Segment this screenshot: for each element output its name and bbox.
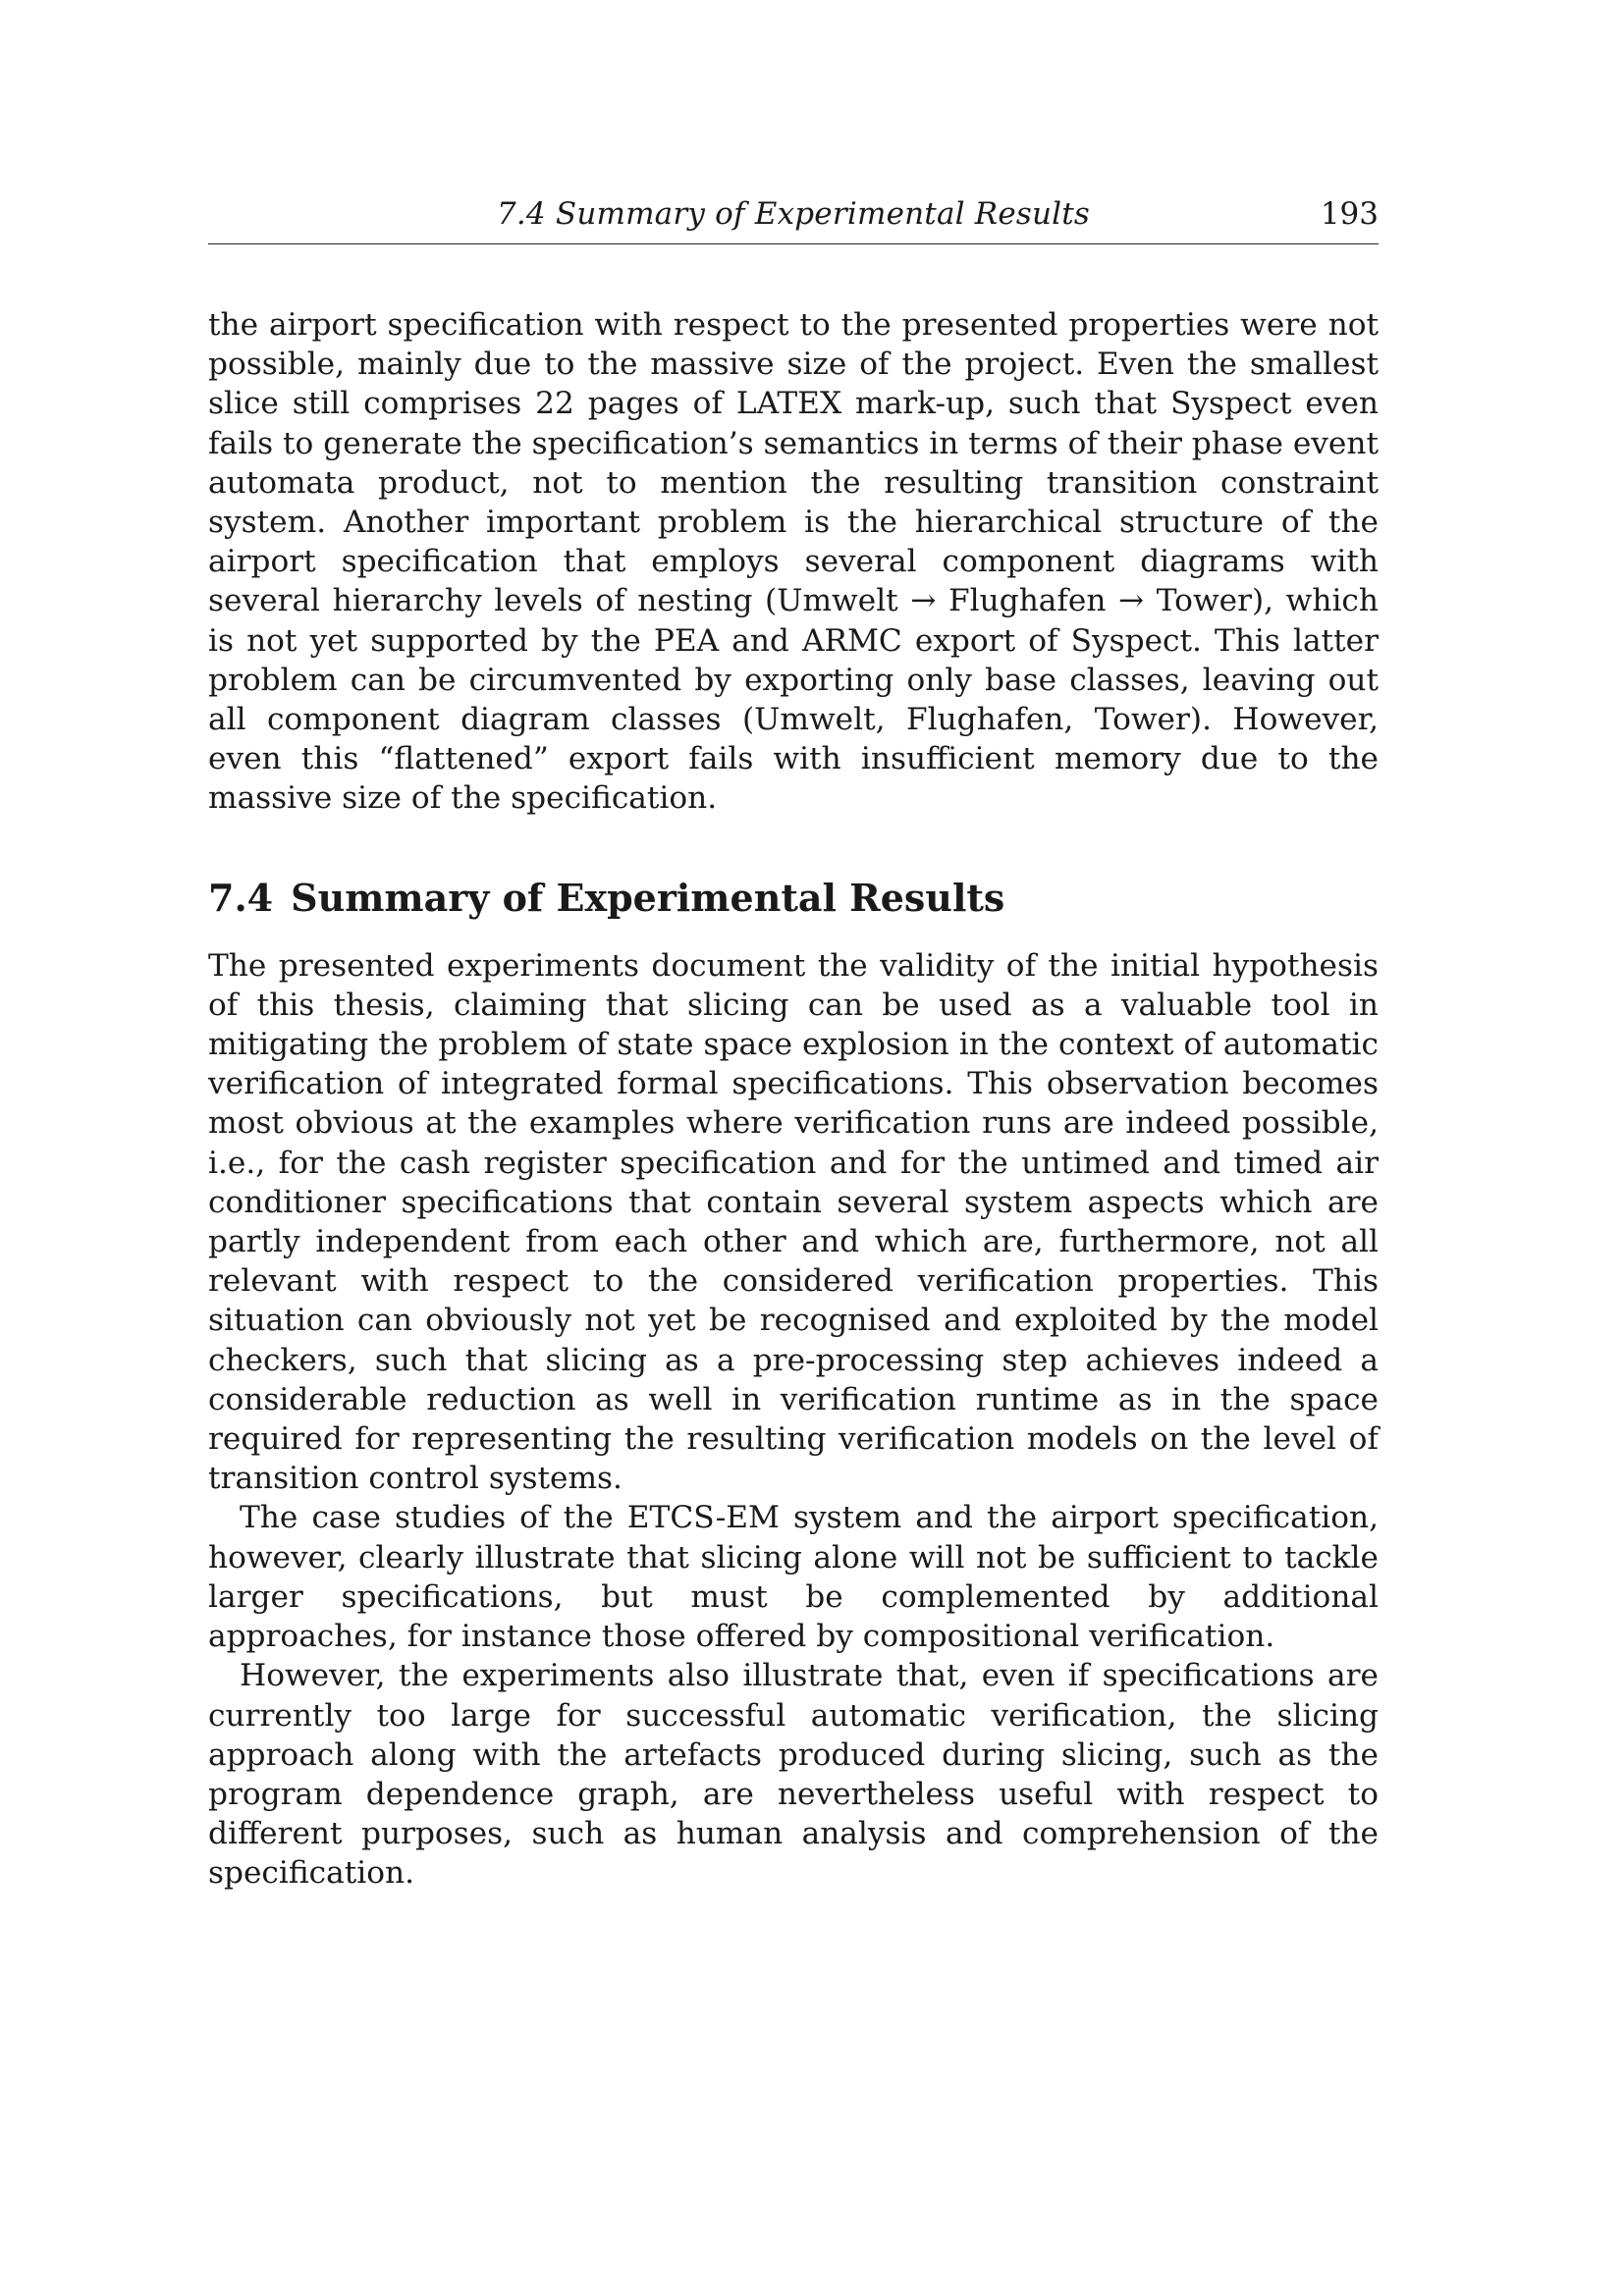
section-title: Summary of Experimental Results	[291, 875, 1005, 920]
paragraph: However, the experiments also illustrate that, even if specifications are currently too large for successful automatic verification, the slicing approach along with the artefacts produced during slicing, such as the program dependence graph, are nevertheless useful with respect to different purposes, such as human analysis and comprehension of the specification.	[208, 1658, 1379, 1892]
paragraph: The presented experiments document the validity of the initial hypothesis of this thesis, claiming that slicing can be used as a valuable tool in mitigating the problem of state space explosion in the context of automatic verification of integrated formal specifications. This observation becomes most obvious at the examples where verification runs are indeed possible, i.e., for the cash register specification and for the untimed and timed air conditioner specifications that contain several system aspects which are partly independent from each other and which are, furthermore, not all relevant with respect to the considered verification properties. This situation can obviously not yet be recognised and exploited by the model checkers, such that slicing as a pre-processing step achieves indeed a considerable reduction as well in verification runtime as in the space required for representing the resulting verification models on the level of transition control systems.	[208, 947, 1379, 1497]
continuation-paragraph: the airport specification with respect to the presented properties were not possible, mainly due to the massive size of the project. Even the smallest slice still comprises 22 pages of LATEX mark-up, such that Syspect even fails to generate the specification’s semantics in terms of their phase event automata product, not to mention the resulting transition constraint system. Another important problem is the hierarchical structure of the airport specification that employs several component diagrams with several hierarchy levels of nesting (Umwelt → Flughafen → Tower), which is not yet supported by the PEA and ARMC export of Syspect. This latter problem can be circumvented by exporting only base classes, leaving out all component diagram classes (Umwelt, Flughafen, Tower). However, even this “flattened” export fails with insufficient memory due to the massive size of the specification.	[208, 307, 1379, 817]
paragraph: The case studies of the ETCS-EM system and the airport specification, however, clearly illustrate that slicing alone will not be sufficient to tackle larger specifications, but must be complemented by additional approaches, for instance those offered by compositional verification.	[208, 1500, 1379, 1655]
running-title: 7.4 Summary of Experimental Results	[496, 196, 1091, 232]
page-number: 193	[1320, 196, 1379, 232]
section-number: 7.4	[208, 875, 274, 920]
running-header	[208, 194, 1379, 244]
page	[208, 194, 1379, 1894]
section-heading	[208, 876, 1379, 921]
